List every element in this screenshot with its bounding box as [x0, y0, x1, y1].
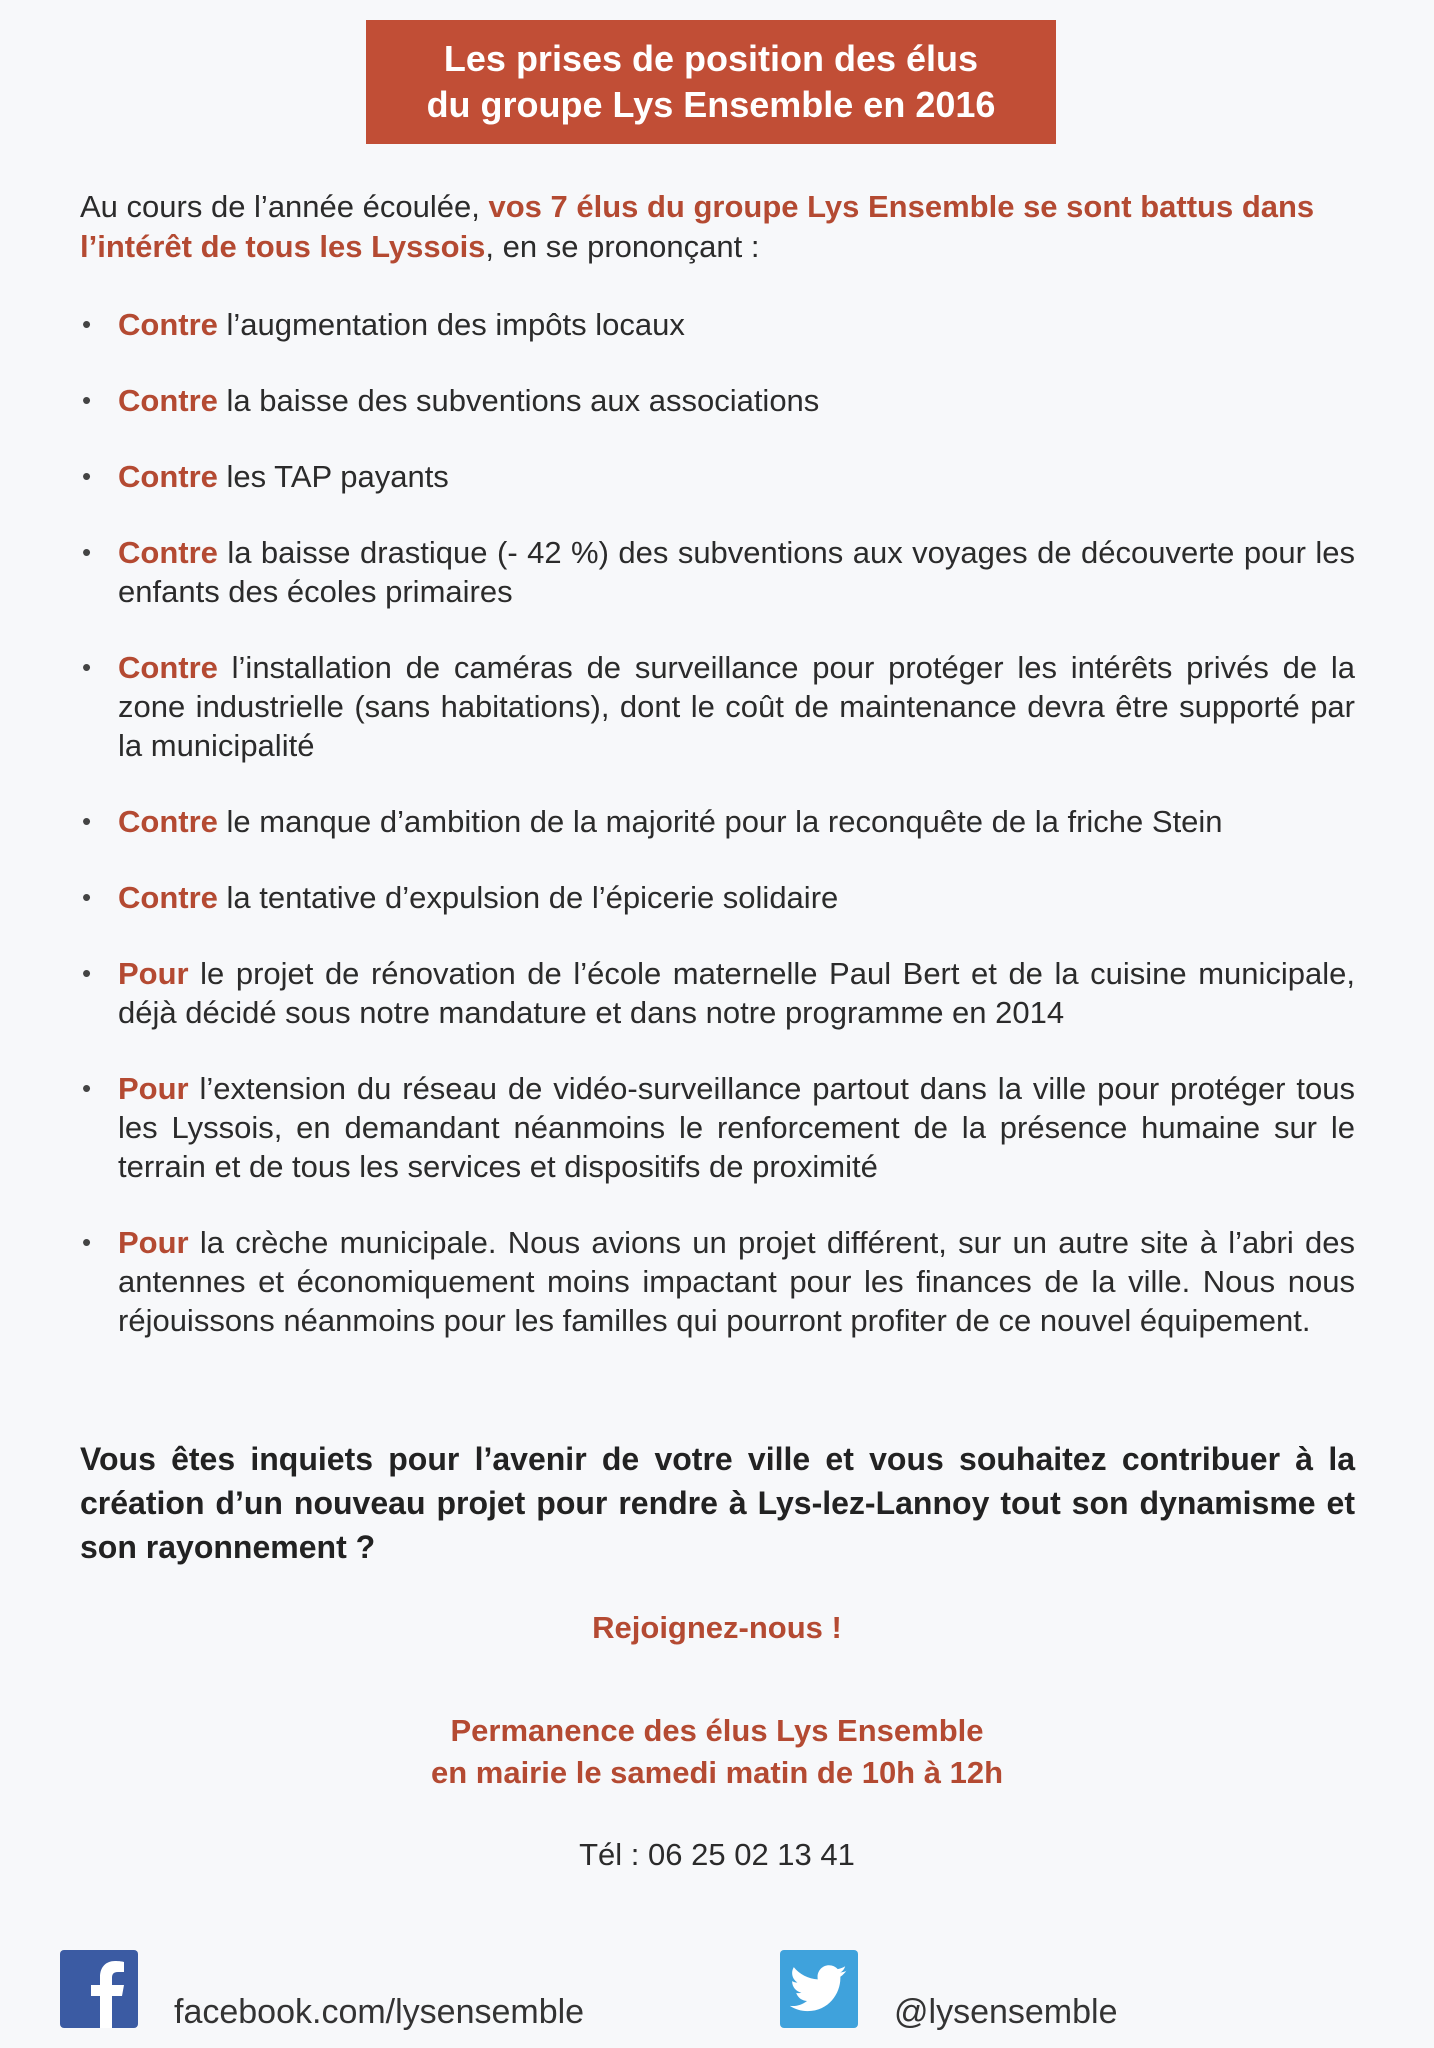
- position-text: l’installation de caméras de surveillance pour protéger les intérêts privés de la zone industrielle (sans habitations), dont le coût de maintenance devra être supporté par la municipalité: [118, 650, 1355, 763]
- permanence-info: [0, 1710, 1434, 1794]
- position-keyword: Contre: [118, 459, 218, 494]
- position-keyword: Contre: [118, 383, 218, 418]
- list-item: [80, 954, 1355, 1032]
- call-to-action-question: Vous êtes inquiets pour l’avenir de votre ville et vous souhaitez contribuer à la création d’un nouveau projet pour rendre à Lys-lez-Lannoy tout son dynamisme et son rayonnement ?: [80, 1441, 1355, 1565]
- position-text: la crèche municipale. Nous avions un projet différent, sur un autre site à l’abri des antennes et économiquement moins impactant pour les finances de la ville. Nous nous réjouissons néanmoins pour les familles qui pourront profiter de ce nouvel équipement.: [118, 1225, 1355, 1338]
- position-text: la baisse drastique (- 42 %) des subventions aux voyages de découverte pour les enfants des écoles primaires: [118, 535, 1355, 609]
- phone-number: Tél : 06 25 02 13 41: [579, 1837, 855, 1872]
- position-text: le projet de rénovation de l’école maternelle Paul Bert et de la cuisine municipale, déjà décidé sous notre mandature et dans notre programme en 2014: [118, 956, 1355, 1030]
- bullet-icon: •: [82, 806, 92, 836]
- permanence-line-2: en mairie le samedi matin de 10h à 12h: [430, 1755, 1004, 1790]
- list-item: [80, 533, 1355, 611]
- bullet-icon: •: [82, 1227, 92, 1257]
- bullet-icon: •: [82, 309, 92, 339]
- facebook-icon: [60, 1950, 138, 2028]
- position-text: la tentative d’expulsion de l’épicerie solidaire: [217, 880, 839, 915]
- twitter-handle: @lysensemble: [894, 1993, 1118, 2031]
- permanence-line-1: Permanence des élus Lys Ensemble: [450, 1713, 984, 1748]
- position-keyword: Contre: [118, 804, 218, 839]
- position-text: le manque d’ambition de la majorité pour la reconquête de la friche Stein: [217, 804, 1223, 839]
- position-keyword: Contre: [118, 650, 218, 685]
- intro-highlight: vos 7 élus du groupe Lys Ensemble se sont battus dans l’intérêt de tous les Lyssois: [80, 189, 1315, 264]
- list-item: [80, 457, 1355, 496]
- facebook-link[interactable]: [60, 1950, 585, 2031]
- list-item: [80, 802, 1355, 841]
- position-keyword: Contre: [118, 307, 218, 342]
- position-text: la baisse des subventions aux associations: [217, 383, 820, 418]
- position-keyword: Contre: [118, 880, 218, 915]
- title-line-1: Les prises de position des élus: [443, 38, 979, 79]
- position-text: les TAP payants: [217, 459, 449, 494]
- bullet-icon: •: [82, 1073, 92, 1103]
- facebook-handle: facebook.com/lysensemble: [174, 1993, 585, 2031]
- position-keyword: Contre: [118, 535, 218, 570]
- list-item: [80, 381, 1355, 420]
- position-text: l’augmentation des impôts locaux: [217, 307, 685, 342]
- intro-lead: Au cours de l’année écoulée,: [80, 189, 489, 224]
- bullet-icon: •: [82, 958, 92, 988]
- bullet-icon: •: [82, 882, 92, 912]
- twitter-link[interactable]: [780, 1950, 1118, 2031]
- bullet-icon: •: [82, 537, 92, 567]
- intro-tail: , en se prononçant :: [485, 229, 760, 264]
- list-item: [80, 1223, 1355, 1340]
- bullet-icon: •: [82, 385, 92, 415]
- list-item: [80, 305, 1355, 344]
- position-keyword: Pour: [118, 1225, 189, 1260]
- title-banner: [366, 20, 1056, 144]
- list-item: [80, 878, 1355, 917]
- position-keyword: Pour: [118, 956, 189, 991]
- twitter-icon: [780, 1950, 858, 2028]
- intro-paragraph: [80, 187, 1355, 267]
- bullet-icon: •: [82, 461, 92, 491]
- positions-list: [80, 305, 1355, 1377]
- list-item: [80, 1069, 1355, 1186]
- position-text: l’extension du réseau de vidéo-surveillance partout dans la ville pour protéger tous les Lyssois, en demandant néanmoins le renforcement de la présence humaine sur le terrain et de tous les services et dispositifs de proximité: [118, 1071, 1355, 1184]
- list-item: [80, 648, 1355, 765]
- position-keyword: Pour: [118, 1071, 189, 1106]
- title-line-2: du groupe Lys Ensemble en 2016: [426, 84, 996, 125]
- bullet-icon: •: [82, 652, 92, 682]
- join-us-heading: Rejoignez-nous !: [592, 1610, 842, 1645]
